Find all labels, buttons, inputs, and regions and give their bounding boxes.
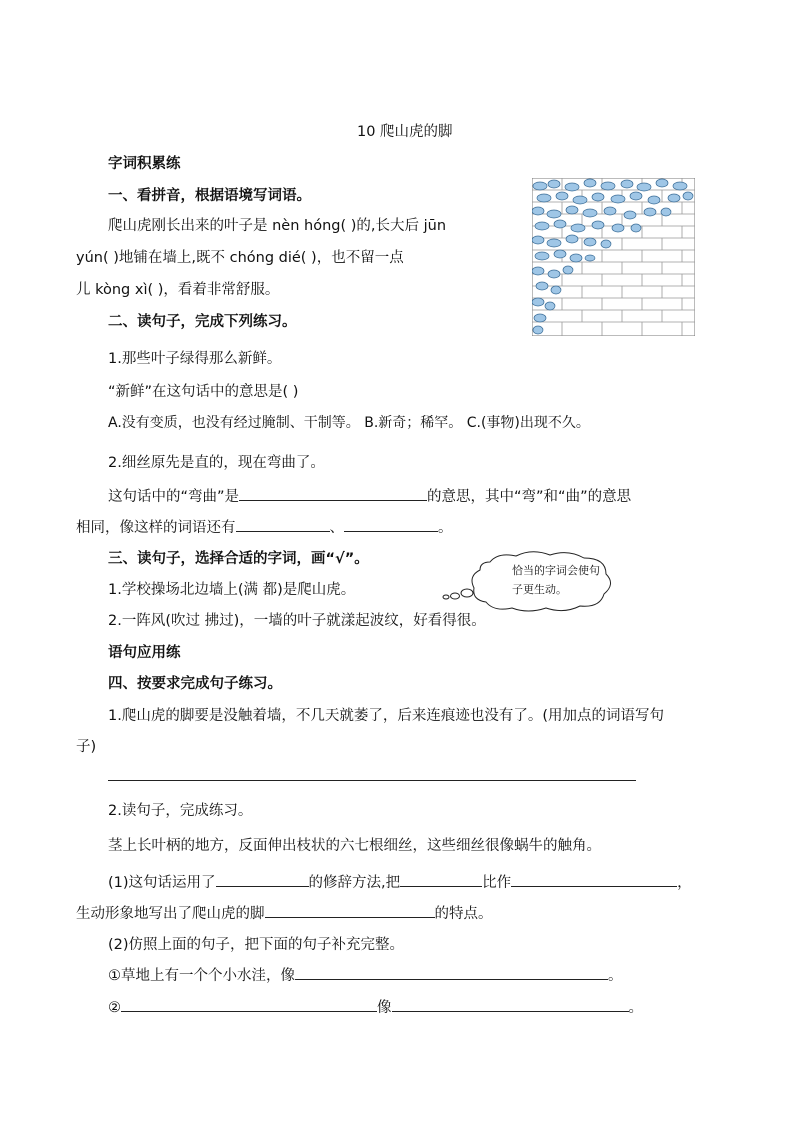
q4-sub1-line1	[108, 871, 692, 892]
q2-item2-line2	[76, 516, 453, 537]
bubble-text-2: 子更生动。	[512, 583, 567, 596]
q2-item2-text-c: 相同，像这样的词语还有	[76, 520, 236, 536]
answer-blank[interactable]	[216, 872, 309, 887]
q4-sub1-text-b: 的修辞方法,把	[308, 875, 401, 891]
q2-item1-question: “新鲜”在这句话中的意思是( )	[108, 384, 299, 400]
q1-heading: 一、看拼音，根据语境写词语。	[108, 188, 311, 204]
section-heading-sentence: 语句应用练	[108, 645, 181, 661]
q1-line2: yún( )地铺在墙上,既不 chóng dié( )，也不留一点	[76, 250, 404, 266]
q4-sub2-1-text-a: ①草地上有一个个小水洼，像	[108, 968, 295, 984]
answer-blank[interactable]	[295, 965, 608, 980]
thought-bubble	[440, 548, 618, 616]
q3-item2: 2.一阵风(吹过 拂过)，一墙的叶子就漾起波纹，好看得很。	[108, 613, 486, 629]
q4-sub1-line2	[76, 902, 493, 923]
answer-blank[interactable]	[511, 872, 677, 887]
q4-item1-line1: 1.爬山虎的脚要是没触着墙，不几天就萎了，后来连痕迹也没有了。(用加点的词语写句	[108, 708, 664, 724]
answer-blank[interactable]	[344, 517, 438, 532]
q4-sub1-text-c: 比作	[482, 875, 512, 891]
section-heading-vocab: 字词积累练	[108, 156, 181, 172]
q4-sub1-text-d: ，	[677, 875, 692, 891]
q2-item1-options: A.没有变质，也没有经过腌制、干制等。 B.新奇；稀罕。 C.(事物)出现不久。	[108, 415, 590, 431]
q4-sub1-text-f: 的特点。	[434, 906, 493, 922]
q2-item2-text-b: 的意思，其中“弯”和“曲”的意思	[427, 489, 632, 505]
q4-item2: 2.读句子，完成练习。	[108, 803, 253, 819]
q2-item2-text-d: 、	[329, 520, 344, 536]
q3-item1: 1.学校操场北边墙上(满 都)是爬山虎。	[108, 582, 356, 598]
bubble-text-1: 恰当的字词会使句	[512, 564, 600, 577]
answer-line[interactable]	[108, 780, 636, 781]
q4-sub2: (2)仿照上面的句子，把下面的句子补充完整。	[108, 937, 405, 953]
q4-item2-sentence: 茎上长叶柄的地方，反面伸出枝状的六七根细丝，这些细丝很像蜗牛的触角。	[108, 838, 601, 854]
q2-item1: 1.那些叶子绿得那么新鲜。	[108, 351, 282, 367]
answer-blank[interactable]	[400, 872, 482, 887]
answer-blank[interactable]	[121, 997, 377, 1012]
q4-item1-line2: 子)	[76, 739, 97, 755]
q3-heading: 三、读句子，选择合适的字词，画“√”。	[108, 551, 369, 567]
q4-sub2-item1	[108, 964, 623, 985]
q4-sub2-2-text-c: 。	[628, 1000, 643, 1016]
answer-blank[interactable]	[239, 486, 427, 501]
ivy-wall-drawing	[532, 178, 695, 336]
q1-line3: 儿 kòng xì( )，看着非常舒服。	[76, 282, 280, 298]
q4-sub2-2-text-b: 像	[377, 1000, 392, 1016]
q2-item2-text-a: 这句话中的“弯曲”是	[108, 489, 240, 505]
q1-line1: 爬山虎刚长出来的叶子是 nèn hóng( )的,长大后 jūn	[108, 218, 447, 234]
ivy-wall-image	[532, 178, 695, 336]
q2-item2-line1	[108, 485, 631, 506]
q4-sub2-1-text-b: 。	[608, 968, 623, 984]
q2-heading: 二、读句子，完成下列练习。	[108, 314, 297, 330]
q4-sub2-2-text-a: ②	[108, 1000, 121, 1016]
answer-blank[interactable]	[236, 517, 330, 532]
q4-sub2-item2	[108, 996, 643, 1017]
answer-blank[interactable]	[392, 997, 629, 1012]
q2-item2: 2.细丝原先是直的，现在弯曲了。	[108, 455, 325, 471]
q4-sub1-text-a: (1)这句话运用了	[108, 875, 216, 891]
q2-item2-text-e: 。	[438, 520, 453, 536]
page-title: 10 爬山虎的脚	[357, 124, 453, 140]
q4-sub1-text-e: 生动形象地写出了爬山虎的脚	[76, 906, 265, 922]
answer-blank[interactable]	[265, 903, 435, 918]
q4-heading: 四、按要求完成句子练习。	[108, 676, 282, 692]
